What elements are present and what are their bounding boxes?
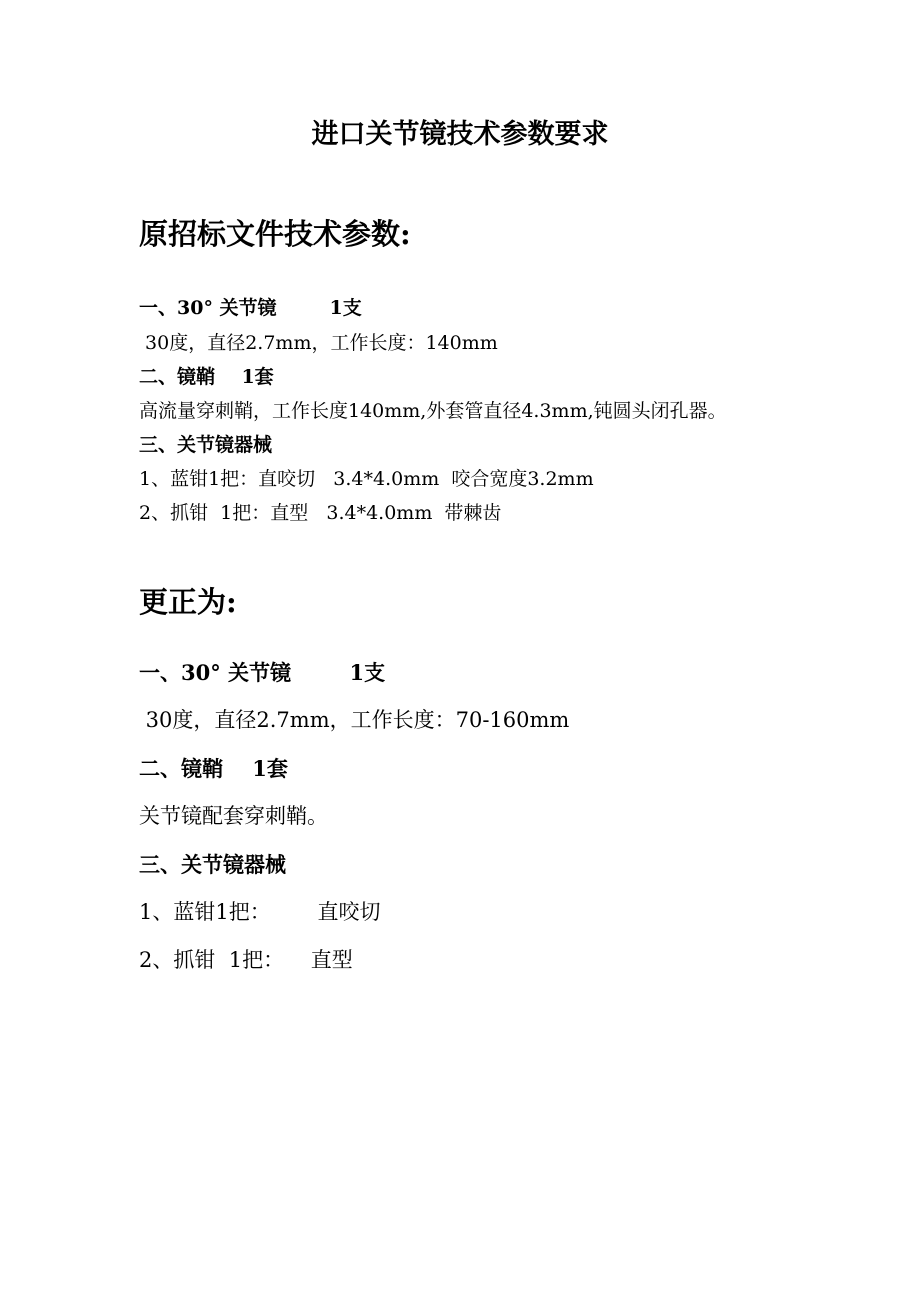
original-item-1-spec: 30度，直径2.7mm，工作长度：140mm <box>139 332 498 354</box>
corrected-parameters-heading: 更正为: <box>139 585 237 619</box>
original-item-3-sub-1: 1、蓝钳1把：直咬切 3.4*4.0mm 咬合宽度3.2mm <box>139 468 594 490</box>
corrected-item-1-heading: 一、30° 关节镜 1支 <box>139 660 386 685</box>
document-title: 进口关节镜技术参数要求 <box>311 119 609 150</box>
corrected-item-3-sub-2: 2、抓钳 1把： 直型 <box>139 948 353 972</box>
corrected-item-3-heading: 三、关节镜器械 <box>139 852 286 877</box>
original-item-2-heading: 二、镜鞘 1套 <box>139 366 274 388</box>
original-item-3-heading: 三、关节镜器械 <box>139 434 273 456</box>
original-parameters-heading: 原招标文件技术参数: <box>139 217 411 251</box>
original-item-1-heading: 一、30° 关节镜 1支 <box>139 297 362 319</box>
corrected-item-2-heading: 二、镜鞘 1套 <box>139 756 288 781</box>
corrected-item-3-sub-1: 1、蓝钳1把： 直咬切 <box>139 900 381 924</box>
original-item-2-spec: 高流量穿刺鞘，工作长度140mm,外套管直径4.3mm,钝圆头闭孔器。 <box>139 400 727 422</box>
original-item-3-sub-2: 2、抓钳 1把：直型 3.4*4.0mm 带棘齿 <box>139 502 502 524</box>
corrected-item-1-spec: 30度，直径2.7mm，工作长度：70-160mm <box>139 708 570 732</box>
corrected-item-2-spec: 关节镜配套穿刺鞘。 <box>139 804 328 828</box>
